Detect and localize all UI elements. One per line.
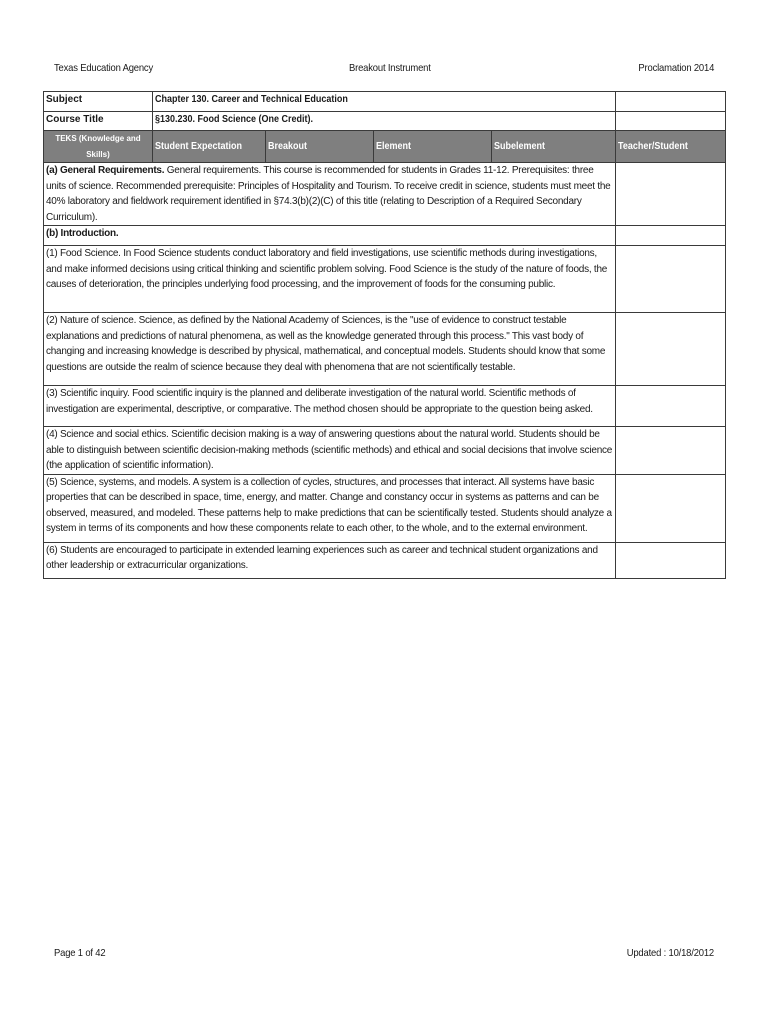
col-teacher-student: Teacher/Student: [616, 131, 726, 163]
introduction-heading: (b) Introduction.: [44, 226, 616, 246]
subject-row: [44, 92, 726, 112]
row-intro-1: [44, 246, 726, 313]
teacher-student-cell: [616, 427, 726, 475]
row-intro-2: [44, 313, 726, 386]
course-blank-cell: [616, 112, 726, 131]
teacher-student-cell: [616, 163, 726, 226]
header-proclamation: Proclamation 2014: [638, 62, 714, 74]
intro-paragraph-5: (5) Science, systems, and models. A system is a collection of cycles, structures, and processes that interact. All systems have basic properties that can be described in space, time, energy, and matter. Change and constancy occur in systems as patterns and can be observed, measured, and modeled. These patterns help to make predictions that can be scientifically tested. Students should analyze a system in terms of its components and how these components relate to each other, to the whole, and to the external environment.: [44, 474, 616, 542]
intro-paragraph-3: (3) Scientific inquiry. Food scientific inquiry is the planned and deliberate investigation of the natural world. Scientific methods of investigation are experimental, descriptive, or comparative. The method chosen should be appropriate to the question being asked.: [44, 386, 616, 427]
intro-paragraph-1: (1) Food Science. In Food Science students conduct laboratory and field investigations, use scientific methods during investigations, and make informed decisions using critical thinking and scientific problem solving. Food Science is the study of the nature of foods, the causes of deterioration, the principles underlying food processing, and the improvement of foods for the consuming public.: [44, 246, 616, 313]
teacher-student-cell: [616, 226, 726, 246]
row-intro-6: [44, 542, 726, 578]
course-value: §130.230. Food Science (One Credit).: [153, 112, 616, 131]
column-header-row: [44, 131, 726, 163]
subject-label: Subject: [44, 92, 153, 112]
header-document-type: Breakout Instrument: [349, 62, 431, 74]
col-subelement: Subelement: [492, 131, 616, 163]
row-intro-5: [44, 474, 726, 542]
page-number: Page 1 of 42: [54, 947, 106, 959]
intro-paragraph-2: (2) Nature of science. Science, as defined by the National Academy of Sciences, is the "use of evidence to construct testable explanations and predictions of natural phenomena, as well as the knowledge generated through this process." This vast body of changing and increasing knowledge is described by physical, mathematical, and conceptual models. Students should know that some questions are outside the realm of science because they deal with phenomena that are not scientifically testable.: [44, 313, 616, 386]
teacher-student-cell: [616, 386, 726, 427]
col-student-expectation: Student Expectation: [153, 131, 266, 163]
breakout-table: [43, 91, 726, 579]
teacher-student-cell: [616, 313, 726, 386]
col-element: Element: [374, 131, 492, 163]
header-agency: Texas Education Agency: [54, 62, 154, 74]
course-label: Course Title: [44, 112, 153, 131]
general-requirements-text: (a) General Requirements. General requirements. This course is recommended for students in Grades 11-12. Prerequisites: three units of science. Recommended prerequisite: Principles of Hospitality and Tourism. To receive credit in science, students must meet the 40% laboratory and fieldwork requirement identified in §74.3(b)(2)(C) of this title (relating to Description of a Required Secondary Curriculum).: [44, 163, 616, 226]
teacher-student-cell: [616, 246, 726, 313]
row-intro-4: [44, 427, 726, 475]
updated-date: Updated : 10/18/2012: [626, 947, 714, 959]
intro-paragraph-6: (6) Students are encouraged to participate in extended learning experiences such as career and technical student organizations and other leadership or extracurricular organizations.: [44, 542, 616, 578]
subject-value: Chapter 130. Career and Technical Education: [153, 92, 616, 112]
row-general-requirements: [44, 163, 726, 226]
col-teks: TEKS (Knowledge and Skills): [44, 131, 153, 163]
course-row: [44, 112, 726, 131]
row-introduction: [44, 226, 726, 246]
subject-blank-cell: [616, 92, 726, 112]
teacher-student-cell: [616, 474, 726, 542]
teacher-student-cell: [616, 542, 726, 578]
col-breakout: Breakout: [266, 131, 374, 163]
intro-paragraph-4: (4) Science and social ethics. Scientific decision making is a way of answering questions about the natural world. Students should be able to distinguish between scientific decision-making methods (scientific methods) and ethical and social decisions that involve science (the application of scientific information).: [44, 427, 616, 475]
row-intro-3: [44, 386, 726, 427]
